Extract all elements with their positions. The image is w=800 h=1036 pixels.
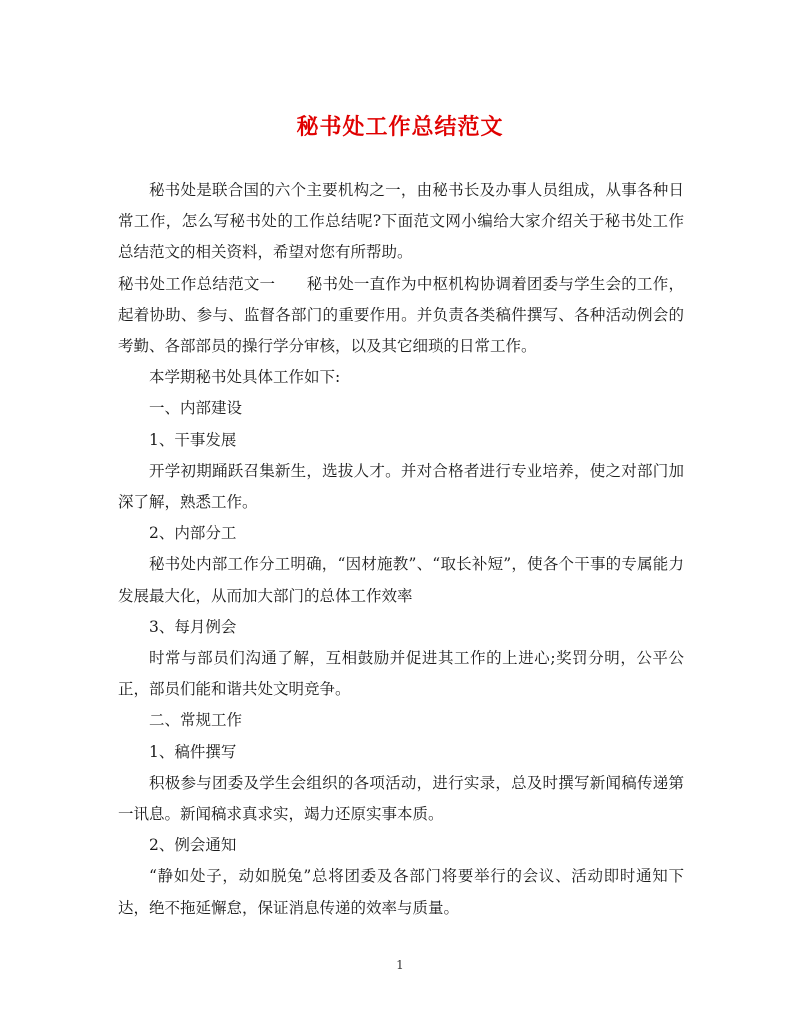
meeting-notice-paragraph: “静如处子，动如脱兔”总将团委及各部门将要举行的会议、活动即时通知下达，绝不拖延懈怠，保证消息传递的效率与质量。	[118, 867, 684, 917]
manuscript-writing-paragraph: 积极参与团委及学生会组织的各项活动，进行实录，总及时撰写新闻稿传递第一讯息。新闻稿求真求实，竭力还原实事本质。	[118, 773, 684, 824]
subheading-internal-division: 2、内部分工	[149, 524, 237, 543]
intro-paragraph: 秘书处是联合国的六个主要机构之一，由秘书长及办事人员组成，从事各种日常工作，怎么写秘书处的工作总结呢?下面范文网小编给大家介绍关于秘书处工作总结范文的相关资料，希望对您有所帮助。	[118, 181, 684, 262]
subheading-staff-development: 1、干事发展	[149, 430, 237, 449]
page-number: 1	[396, 958, 404, 972]
document-body	[118, 175, 684, 924]
subheading-manuscript-writing: 1、稿件撰写	[149, 742, 237, 761]
section-heading-internal: 一、内部建设	[149, 399, 243, 418]
internal-division-paragraph: 秘书处内部工作分工明确，“因材施教”、“取长补短”，使各个干事的专属能力发展最大化，从而加大部门的总体工作效率	[118, 555, 684, 605]
monthly-meeting-paragraph: 时常与部员们沟通了解，互相鼓励并促进其工作的上进心;奖罚分明，公平公正，部员们能和谐共处文明竞争。	[118, 649, 684, 699]
sample-one-paragraph: 秘书处工作总结范文一 秘书处一直作为中枢机构协调着团委与学生会的工作，起着协助、参与、监督各部门的重要作用。并负责各类稿件撰写、各种活动例会的考勤、各部部员的操行学分审核，以及其它细琐的日常工作。	[118, 274, 684, 356]
page-title: 秘书处工作总结范文	[296, 114, 504, 140]
work-intro-line: 本学期秘书处具体工作如下:	[149, 368, 341, 387]
subheading-meeting-notice: 2、例会通知	[149, 836, 237, 855]
staff-development-paragraph: 开学初期踊跃召集新生，选拔人才。并对合格者进行专业培养，使之对部门加深了解，熟悉工作。	[118, 461, 684, 512]
subheading-monthly-meeting: 3、每月例会	[149, 617, 237, 636]
section-heading-routine: 二、常规工作	[149, 711, 243, 730]
